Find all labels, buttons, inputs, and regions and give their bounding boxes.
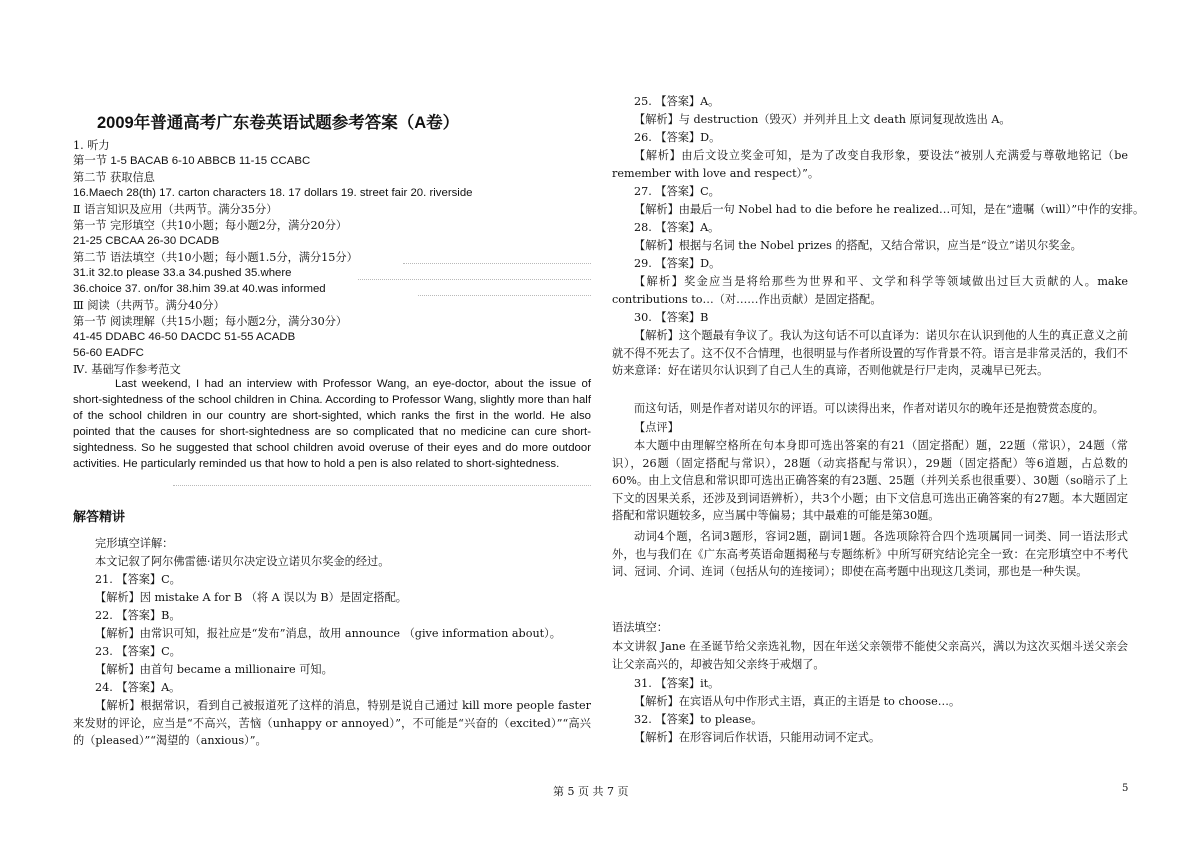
q30-comment: 而这句话，则是作者对诺贝尔的评语。可以读得出来，作者对诺贝尔的晚年还是抱赞赏态度的。 xyxy=(634,402,1104,415)
q32-explanation: 【解析】在形容词后作状语，只能用动词不定式。 xyxy=(634,731,881,744)
reading-answers-1: 41-45 DDABC 46-50 DACDC 51-55 ACADB xyxy=(73,331,296,343)
q21-explanation: 【解析】因 mistake A for B （将 A 误以为 B）是固定搭配。 xyxy=(95,591,407,604)
q28-answer: 28. 【答案】A。 xyxy=(634,221,720,234)
grammar-summary: 本文讲叙 Jane 在圣诞节给父亲选礼物，因在年送父亲领带不能使父亲高兴，满以为这次买烟斗送父亲会让父亲高兴的，却被告知父亲终于戒烟了。 xyxy=(612,640,1128,671)
q23-answer: 23. 【答案】C。 xyxy=(95,645,181,658)
cloze-answers: 21-25 CBCAA 26-30 DCADB xyxy=(73,235,220,247)
cloze-summary: 本文记叙了阿尔佛雷德·诺贝尔决定设立诺贝尔奖金的经过。 xyxy=(95,555,390,568)
document-title: 2009年普通高考广东卷英语试题参考答案（A卷） xyxy=(97,114,460,132)
q30-answer: 30. 【答案】B xyxy=(634,311,709,324)
word-class-comment: 动词4个题，名词3题形，容词2题，副词1题。各选项除符合四个选项属同一词类、同一语法形式外，也与我们在《广东高考英语命题揭秘与专题练析》中所写研究结论完全一致：在完形填空中不考代词、冠词、介词、连词（包括从句的连接词）；即使在高考题中出现这几类词，那也是一种失误。 xyxy=(612,530,1128,579)
cloze-explain-title: 完形填空详解： xyxy=(95,537,174,550)
explanations-heading: 解答精讲 xyxy=(73,510,126,525)
q31-answer: 31. 【答案】it。 xyxy=(634,677,720,690)
q25-answer: 25. 【答案】A。 xyxy=(634,95,720,108)
page-number: 5 xyxy=(1122,783,1129,794)
reading-answers-2: 56-60 EADFC xyxy=(73,347,144,359)
section-heading-2: Ⅱ 语言知识及应用（共两节。满分35分） xyxy=(73,203,278,216)
q25-explanation: 【解析】与 destruction（毁灭）并列并且上文 death 原词复现故选出 A。 xyxy=(634,113,1011,126)
q27-explanation: 【解析】由最后一句 Nobel had to die before he realized…可知，是在“遗嘱（will）”中作的安排。 xyxy=(634,203,1145,216)
q29-answer: 29. 【答案】D。 xyxy=(634,257,721,270)
dotted-rule xyxy=(173,485,591,486)
q22-answer: 22. 【答案】B。 xyxy=(95,609,181,622)
grammar-answers-1: 31.it 32.to please 33.a 34.pushed 35.where xyxy=(73,267,292,279)
page-footer: 第 5 页 共 7 页 xyxy=(553,785,629,798)
q31-explanation: 【解析】在宾语从句中作形式主语，真正的主语是 to choose…。 xyxy=(634,695,961,708)
q32-answer: 32. 【答案】to please。 xyxy=(634,713,763,726)
grammar-answers-2: 36.choice 37. on/for 38.him 39.at 40.was informed xyxy=(73,283,326,295)
q28-explanation: 【解析】根据与名词 the Nobel prizes 的搭配，又结合常识，应当是“设立”诺贝尔奖金。 xyxy=(634,239,1082,252)
q24-explanation: 【解析】根据常识，看到自己被报道死了这样的消息，特别是说自己通过 kill more people faster 来发财的评论，应当是“不高兴，苦恼（unhappy or annoyed）”，不可能是“兴奋的（excited）”“高兴的（pleased）”“渴望的（anxious）”。 xyxy=(73,699,591,748)
q26-explanation: 【解析】由后文设立奖金可知，是为了改变自我形象，要设法“被别人充满爱与尊敬地铭记（be remember with love and respect）”。 xyxy=(612,149,1128,180)
q21-answer: 21. 【答案】C。 xyxy=(95,573,181,586)
q29-explanation: 【解析】奖金应当是将给那些为世界和平、文学和科学等领域做出过巨大贡献的人。make contributions to…（对……作出贡献）是固定搭配。 xyxy=(612,275,1128,306)
sample-essay: Last weekend, I had an interview with Professor Wang, an eye-doctor, about the issue of short-sightedness of the school children in China. According to Professor Wang, slightly more than half of the school children in our country are short-sighted, which ranks the first in the world. He also pointed that the causes for short-sightedness are so complicated that no medicine can cure short-sightedness. So he suggested that school children avoid overuse of their eyes and do more outdoor activities. He particularly reminded us that how to hold a pen is also related to short-sightedness. xyxy=(73,378,591,470)
grammar-heading: 第二节 语法填空（共10小题；每小题1.5分，满分15分） xyxy=(73,251,358,264)
q26-answer: 26. 【答案】D。 xyxy=(634,131,721,144)
dotted-rule xyxy=(358,279,591,280)
answer-line-2: 第二节 获取信息 xyxy=(73,171,155,184)
q24-answer: 24. 【答案】A。 xyxy=(95,681,181,694)
writing-heading: Ⅳ. 基础写作参考范文 xyxy=(73,363,181,376)
dotted-rule xyxy=(403,263,591,264)
listening-heading: 1. 听力 xyxy=(73,139,110,152)
reading-sub-heading: 第一节 阅读理解（共15小题；每小题2分，满分30分） xyxy=(73,315,348,328)
comment-heading: 【点评】 xyxy=(634,421,679,434)
q30-explanation: 【解析】这个题最有争议了。我认为这句话不可以直译为：诺贝尔在认识到他的人生的真正意义之前就不得不死去了。这不仅不合情理，也很明显与作者所设置的写作背景不符。语言是非常灵活的，我们不妨来意译：好在诺贝尔认识到了自己人生的真谛，否则他就是行尸走肉，灵魂早已死去。 xyxy=(612,329,1128,378)
q23-explanation: 【解析】由首句 became a millionaire 可知。 xyxy=(95,663,333,676)
dotted-rule xyxy=(418,295,591,296)
cloze-comment: 本大题中由理解空格所在句本身即可选出答案的有21（固定搭配）题，22题（常识），24题（常识），26题（固定搭配与常识），28题（动宾搭配与常识），29题（固定搭配）等6道题，占总数的60%。由上文信息和常识即可选出正确答案的有23题、25题（并列关系也很重要）、30题（so暗示了上下文的因果关系，还涉及到词语辨析），共3个小题；由下文信息可选出正确答案的有27题。本大题固定搭配和常识题较多，应当属中等偏易；其中最难的可能是第30题。 xyxy=(612,439,1128,523)
grammar-section-title: 语法填空： xyxy=(612,621,668,634)
answer-line-1: 第一节 1-5 BACAB 6-10 ABBCB 11-15 CCABC xyxy=(73,155,311,167)
reading-heading: Ⅲ 阅读（共两节。满分40分） xyxy=(73,299,225,312)
q22-explanation: 【解析】由常识可知，报社应是“发布”消息，故用 announce （give information about）。 xyxy=(95,627,561,640)
answer-line-3: 16.Maech 28(th) 17. carton characters 18. 17 dollars 19. street fair 20. riverside xyxy=(73,187,473,199)
cloze-heading: 第一节 完形填空（共10小题；每小题2分，满分20分） xyxy=(73,219,348,232)
q27-answer: 27. 【答案】C。 xyxy=(634,185,720,198)
